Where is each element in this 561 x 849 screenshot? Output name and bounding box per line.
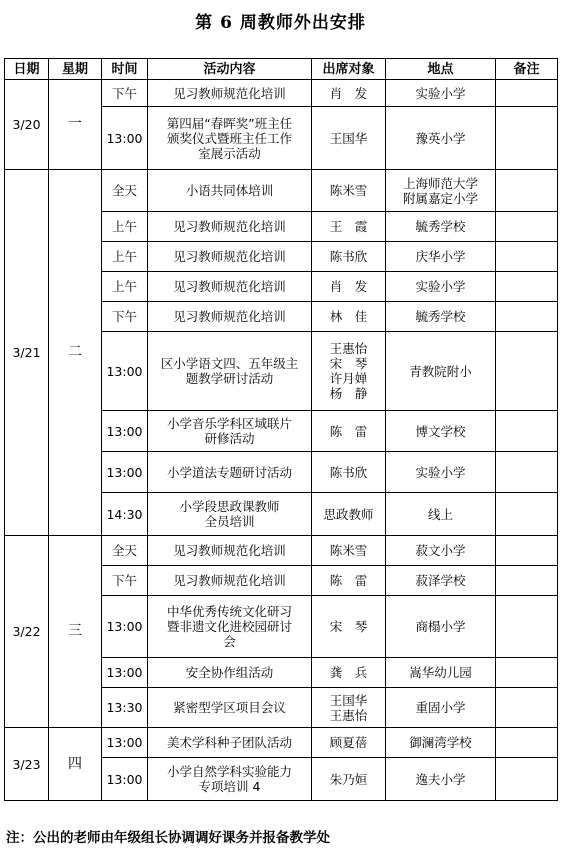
- place-cell: 毓秀学校: [386, 212, 496, 242]
- time-cell: 下午: [102, 302, 148, 332]
- attendee-cell: 陈书欣: [312, 452, 386, 493]
- table-row: [5, 170, 558, 212]
- time-cell: 13:00: [102, 332, 148, 411]
- activity-cell: 紧密型学区项目会议: [148, 688, 312, 728]
- time-cell: 全天: [102, 170, 148, 212]
- attendee-cell: 陈 雷: [312, 411, 386, 452]
- header-time: 时间: [102, 59, 148, 80]
- table-row: [5, 80, 558, 107]
- note-cell: [496, 242, 558, 272]
- activity-cell: 见习教师规范化培训: [148, 536, 312, 566]
- weekday-cell: 二: [49, 170, 102, 536]
- note-cell: [496, 212, 558, 242]
- place-cell: 实验小学: [386, 452, 496, 493]
- activity-cell: 小语共同体培训: [148, 170, 312, 212]
- time-cell: 13:00: [102, 411, 148, 452]
- header-date: 日期: [5, 59, 49, 80]
- time-cell: 下午: [102, 80, 148, 107]
- activity-cell: 美术学科种子团队活动: [148, 728, 312, 758]
- note-cell: [496, 728, 558, 758]
- place-cell: 豫英小学: [386, 107, 496, 170]
- header-row: [5, 59, 558, 80]
- note-cell: [496, 170, 558, 212]
- footnote: 注：公出的老师由年级组长协调调好课务并报备教学处: [6, 830, 330, 846]
- weekday-cell: 四: [49, 728, 102, 801]
- place-cell: 嵩华幼儿园: [386, 658, 496, 688]
- activity-cell: 见习教师规范化培训: [148, 302, 312, 332]
- time-cell: 13:00: [102, 452, 148, 493]
- header-activity: 活动内容: [148, 59, 312, 80]
- note-cell: [496, 452, 558, 493]
- activity-cell: 小学道法专题研讨活动: [148, 452, 312, 493]
- time-cell: 14:30: [102, 493, 148, 536]
- attendee-cell: 肖 发: [312, 272, 386, 302]
- activity-cell: 见习教师规范化培训: [148, 212, 312, 242]
- header-attendee: 出席对象: [312, 59, 386, 80]
- attendee-cell: 陈米雪: [312, 536, 386, 566]
- attendee-cell: 陈米雪: [312, 170, 386, 212]
- time-cell: 13:00: [102, 658, 148, 688]
- activity-cell: 见习教师规范化培训: [148, 272, 312, 302]
- note-cell: [496, 411, 558, 452]
- place-cell: 商榻小学: [386, 596, 496, 658]
- place-cell: 上海师范大学 附属嘉定小学: [386, 170, 496, 212]
- schedule-table: [4, 58, 558, 801]
- note-cell: [496, 658, 558, 688]
- note-cell: [496, 758, 558, 801]
- time-cell: 下午: [102, 566, 148, 596]
- activity-cell: 区小学语文四、五年级主 题教学研讨活动: [148, 332, 312, 411]
- attendee-cell: 朱乃姮: [312, 758, 386, 801]
- note-cell: [496, 596, 558, 658]
- activity-cell: 中华优秀传统文化研习 暨非遗文化进校园研讨 会: [148, 596, 312, 658]
- note-cell: [496, 332, 558, 411]
- attendee-cell: 顾夏蓓: [312, 728, 386, 758]
- place-cell: 御澜湾学校: [386, 728, 496, 758]
- attendee-cell: 王国华: [312, 107, 386, 170]
- attendee-cell: 王 霞: [312, 212, 386, 242]
- header-weekday: 星期: [49, 59, 102, 80]
- attendee-cell: 陈书欣: [312, 242, 386, 272]
- attendee-cell: 王惠怡 宋 琴 许月婵 杨 静: [312, 332, 386, 411]
- time-cell: 13:00: [102, 728, 148, 758]
- activity-cell: 见习教师规范化培训: [148, 80, 312, 107]
- weekday-cell: 一: [49, 80, 102, 170]
- date-cell: 3/22: [5, 536, 49, 728]
- attendee-cell: 肖 发: [312, 80, 386, 107]
- time-cell: 13:00: [102, 758, 148, 801]
- place-cell: 线上: [386, 493, 496, 536]
- attendee-cell: 龚 兵: [312, 658, 386, 688]
- page-title: 第 6 周教师外出安排: [195, 13, 366, 33]
- note-cell: [496, 566, 558, 596]
- table-row: [5, 728, 558, 758]
- note-cell: [496, 302, 558, 332]
- note-cell: [496, 80, 558, 107]
- note-cell: [496, 536, 558, 566]
- attendee-cell: 林 佳: [312, 302, 386, 332]
- weekday-cell: 三: [49, 536, 102, 728]
- place-cell: 菽文小学: [386, 536, 496, 566]
- activity-cell: 见习教师规范化培训: [148, 566, 312, 596]
- time-cell: 13:30: [102, 688, 148, 728]
- place-cell: 毓秀学校: [386, 302, 496, 332]
- date-cell: 3/21: [5, 170, 49, 536]
- attendee-cell: 思政教师: [312, 493, 386, 536]
- place-cell: 重固小学: [386, 688, 496, 728]
- activity-cell: 小学自然学科实验能力 专项培训 4: [148, 758, 312, 801]
- header-place: 地点: [386, 59, 496, 80]
- schedule-body: [5, 80, 558, 801]
- note-cell: [496, 493, 558, 536]
- place-cell: 青教院附小: [386, 332, 496, 411]
- date-cell: 3/23: [5, 728, 49, 801]
- place-cell: 庆华小学: [386, 242, 496, 272]
- activity-cell: 第四届“春晖奖”班主任 颁奖仪式暨班主任工作 室展示活动: [148, 107, 312, 170]
- attendee-cell: 王国华 王惠怡: [312, 688, 386, 728]
- time-cell: 上午: [102, 272, 148, 302]
- time-cell: 上午: [102, 212, 148, 242]
- place-cell: 逸夫小学: [386, 758, 496, 801]
- attendee-cell: 陈 雷: [312, 566, 386, 596]
- time-cell: 全天: [102, 536, 148, 566]
- table-row: [5, 536, 558, 566]
- place-cell: 菽泽学校: [386, 566, 496, 596]
- time-cell: 13:00: [102, 107, 148, 170]
- activity-cell: 见习教师规范化培训: [148, 242, 312, 272]
- place-cell: 实验小学: [386, 80, 496, 107]
- place-cell: 博文学校: [386, 411, 496, 452]
- note-cell: [496, 107, 558, 170]
- header-note: 备注: [496, 59, 558, 80]
- attendee-cell: 宋 琴: [312, 596, 386, 658]
- time-cell: 13:00: [102, 596, 148, 658]
- activity-cell: 小学段思政课教师 全员培训: [148, 493, 312, 536]
- activity-cell: 安全协作组活动: [148, 658, 312, 688]
- note-cell: [496, 272, 558, 302]
- date-cell: 3/20: [5, 80, 49, 170]
- time-cell: 上午: [102, 242, 148, 272]
- note-cell: [496, 688, 558, 728]
- activity-cell: 小学音乐学科区域联片 研修活动: [148, 411, 312, 452]
- place-cell: 实验小学: [386, 272, 496, 302]
